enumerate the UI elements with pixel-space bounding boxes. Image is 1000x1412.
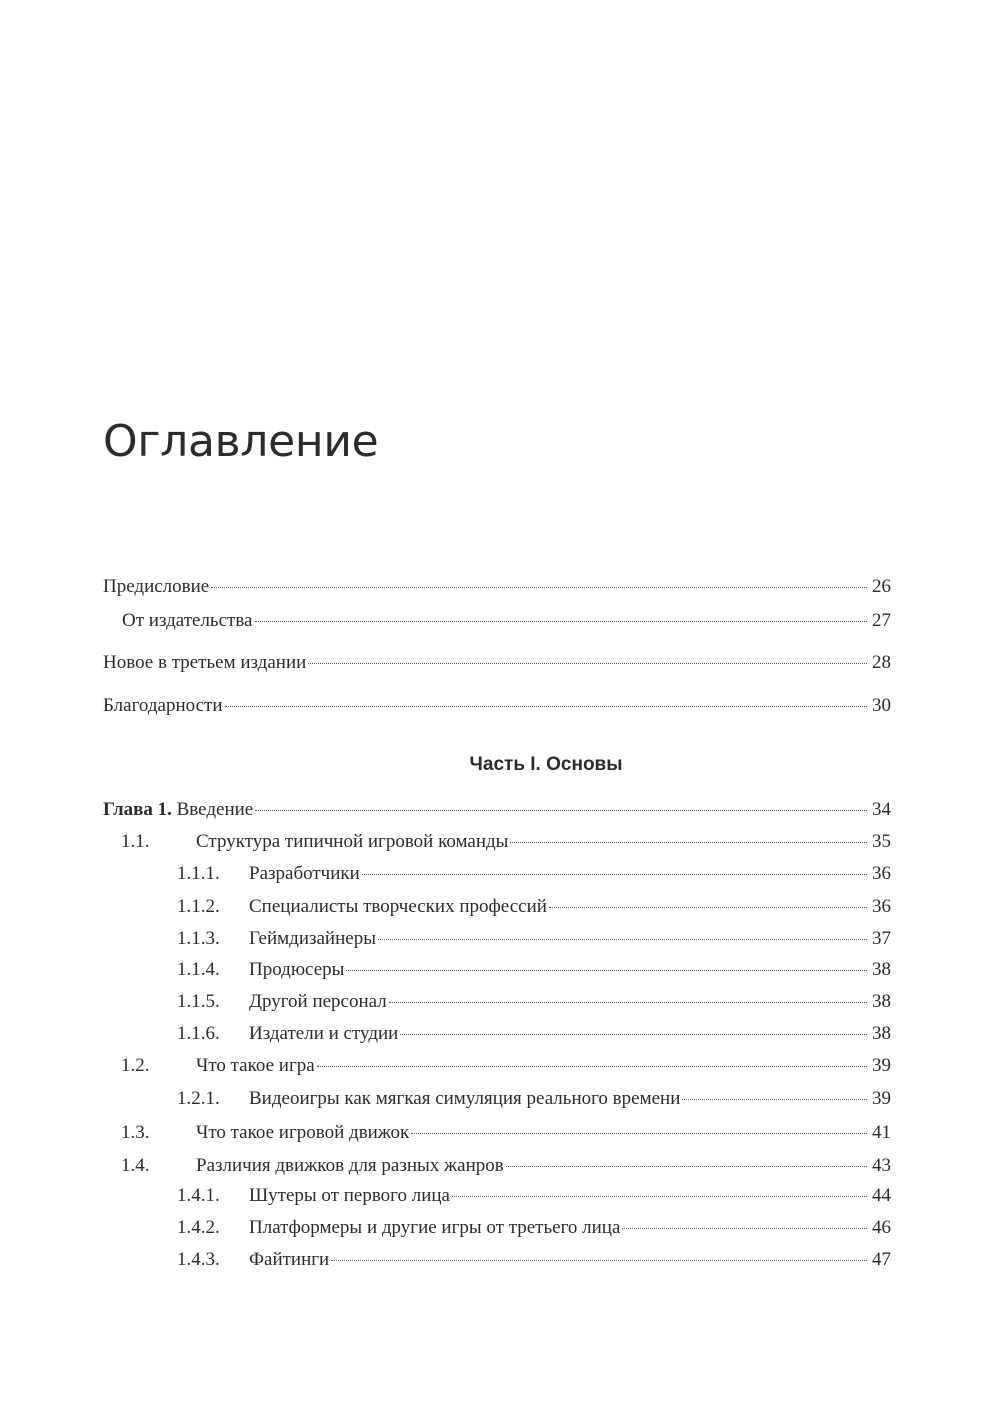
section-number: 1.4.1.	[177, 1185, 220, 1206]
toc-entry-label: Различия движков для разных жанров	[196, 1155, 504, 1176]
toc-entry-label: Разработчики	[249, 863, 360, 884]
toc-entry-page: 30	[872, 695, 891, 716]
toc-entry-page: 26	[872, 576, 891, 597]
dot-leader	[389, 1001, 867, 1003]
chapter-prefix: Глава 1.	[103, 799, 172, 820]
toc-entry-subsection[interactable]	[103, 894, 891, 920]
toc-entry-page: 37	[872, 928, 891, 949]
toc-entry-page: 36	[872, 863, 891, 884]
dot-leader	[510, 841, 867, 843]
toc-entry-page: 39	[872, 1088, 891, 1109]
dot-leader	[506, 1165, 867, 1167]
toc-entry-label: Новое в третьем издании	[103, 652, 307, 673]
toc-entry-section[interactable]	[103, 1153, 891, 1179]
dot-leader	[362, 873, 867, 875]
dot-leader	[682, 1098, 867, 1100]
toc-entry-label: Платформеры и другие игры от третьего лица	[249, 1217, 621, 1238]
toc-entry-label: Предисловие	[103, 576, 210, 597]
toc-entry-page: 27	[872, 610, 891, 631]
toc-entry-label: От издательства	[122, 610, 253, 631]
toc-entry-page: 38	[872, 959, 891, 980]
toc-entry-page: 41	[872, 1122, 891, 1143]
toc-entry-acknowledgements[interactable]	[103, 693, 891, 719]
toc-entry-label: Геймдизайнеры	[249, 928, 376, 949]
toc-entry-subsection[interactable]	[103, 1086, 891, 1112]
toc-entry-subsection[interactable]	[103, 1183, 891, 1209]
toc-entry-page: 39	[872, 1055, 891, 1076]
toc-entry-preface[interactable]	[103, 574, 891, 600]
section-number: 1.1.4.	[177, 959, 220, 980]
part-heading: Часть I. Основы	[469, 754, 623, 775]
dot-leader	[346, 969, 867, 971]
dot-leader	[211, 586, 867, 588]
toc-entry-page: 28	[872, 652, 891, 673]
section-number: 1.3.	[121, 1122, 150, 1143]
toc-entry-subsection[interactable]	[103, 1215, 891, 1241]
toc-entry-page: 44	[872, 1185, 891, 1206]
section-number: 1.1.5.	[177, 991, 220, 1012]
toc-entry-page: 46	[872, 1217, 891, 1238]
dot-leader	[400, 1033, 867, 1035]
section-number: 1.4.	[121, 1155, 150, 1176]
page-title: Оглавление	[103, 416, 379, 467]
toc-entry-page: 43	[872, 1155, 891, 1176]
toc-entry-label: Благодарности	[103, 695, 223, 716]
toc-entry-label	[103, 797, 253, 823]
toc-entry-label: Шутеры от первого лица	[249, 1185, 450, 1206]
dot-leader	[255, 620, 868, 622]
toc-entry-page: 38	[872, 991, 891, 1012]
toc-entry-section[interactable]	[103, 1053, 891, 1079]
toc-entry-label: Другой персонал	[249, 991, 387, 1012]
toc-entry-label: Продюсеры	[249, 959, 345, 980]
section-number: 1.2.	[121, 1055, 150, 1076]
toc-entry-page: 47	[872, 1249, 891, 1270]
toc-entry-chapter-1[interactable]	[103, 797, 891, 823]
toc-entry-label: Издатели и студии	[249, 1023, 399, 1044]
toc-entry-subsection[interactable]	[103, 957, 891, 983]
dot-leader	[317, 1065, 867, 1067]
toc-entry-label: Файтинги	[249, 1249, 330, 1270]
section-number: 1.1.	[121, 831, 150, 852]
toc-entry-label: Видеоигры как мягкая симуляция реального времени	[249, 1088, 681, 1109]
section-number: 1.4.3.	[177, 1249, 220, 1270]
toc-entry-page: 36	[872, 896, 891, 917]
toc-entry-page: 38	[872, 1023, 891, 1044]
section-number: 1.1.1.	[177, 863, 220, 884]
toc-entry-label: Структура типичной игровой команды	[196, 831, 509, 852]
toc-entry-section[interactable]	[103, 1120, 891, 1146]
toc-entry-label: Специалисты творческих профессий	[249, 896, 547, 917]
toc-entry-subsection[interactable]	[103, 1247, 891, 1273]
section-number: 1.1.3.	[177, 928, 220, 949]
toc-entry-page: 34	[872, 799, 891, 820]
toc-entry-subsection[interactable]	[103, 861, 891, 887]
dot-leader	[225, 705, 868, 707]
dot-leader	[378, 938, 867, 940]
toc-entry-label: Что такое игра	[196, 1055, 315, 1076]
chapter-title: Введение	[176, 799, 254, 820]
section-number: 1.2.1.	[177, 1088, 220, 1109]
dot-leader	[411, 1132, 867, 1134]
dot-leader	[308, 662, 867, 664]
dot-leader	[452, 1195, 867, 1197]
toc-entry-publisher[interactable]	[103, 608, 891, 634]
toc-entry-section[interactable]	[103, 829, 891, 855]
toc-entry-subsection[interactable]	[103, 989, 891, 1015]
dot-leader	[331, 1259, 867, 1261]
section-number: 1.1.6.	[177, 1023, 220, 1044]
dot-leader	[549, 906, 867, 908]
dot-leader	[255, 809, 867, 811]
toc-entry-page: 35	[872, 831, 891, 852]
toc-entry-subsection[interactable]	[103, 926, 891, 952]
toc-entry-subsection[interactable]	[103, 1021, 891, 1047]
toc-entry-label: Что такое игровой движок	[196, 1122, 410, 1143]
toc-entry-third-edition[interactable]	[103, 650, 891, 676]
section-number: 1.4.2.	[177, 1217, 220, 1238]
dot-leader	[622, 1227, 867, 1229]
section-number: 1.1.2.	[177, 896, 220, 917]
